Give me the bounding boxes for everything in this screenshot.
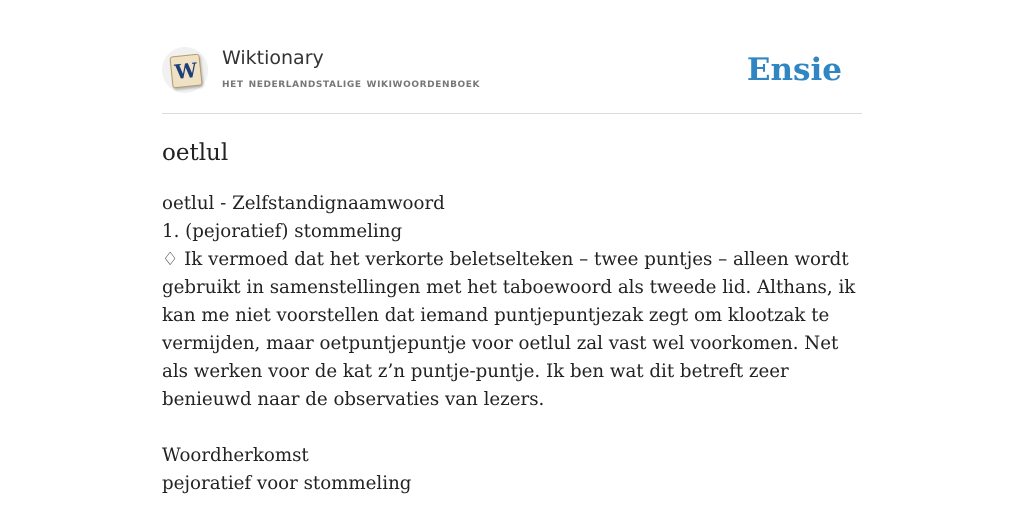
etymology-heading: Woordherkomst <box>162 445 309 466</box>
page-title: oetlul <box>162 140 229 166</box>
site-title[interactable]: Wiktionary <box>222 47 324 69</box>
header <box>162 0 862 114</box>
logo-tile-icon <box>169 54 202 89</box>
logo-letter: W <box>173 57 199 85</box>
word-type-line: oetlul - Zelfstandignaamwoord <box>162 193 445 214</box>
ensie-brand-link[interactable]: Ensie <box>746 52 842 88</box>
spacer <box>162 414 862 442</box>
site-subtitle: het nederlandstalige wikiwoordenboek <box>222 75 481 90</box>
page-container <box>162 0 862 494</box>
definition: 1. (pejoratief) stommeling <box>162 221 403 242</box>
wiktionary-logo[interactable] <box>162 47 208 93</box>
etymology-text: pejoratief voor stommeling <box>162 473 412 494</box>
example-text: ♢ Ik vermoed dat het verkorte beletselteken – twee puntjes – alleen wordt gebruikt in samenstellingen met het taboewoord als tweede lid. Althans, ik kan me niet voorstellen dat iemand puntjepuntjezak zegt om klootzak te vermijden, maar oetpuntjepuntje voor oetlul zal vast wel voorkomen. Net als werken voor de kat z’n puntje-puntje. Ik ben wat dit betreft zeer benieuwd naar de observaties van lezers. <box>162 249 856 410</box>
entry-content <box>162 190 862 498</box>
